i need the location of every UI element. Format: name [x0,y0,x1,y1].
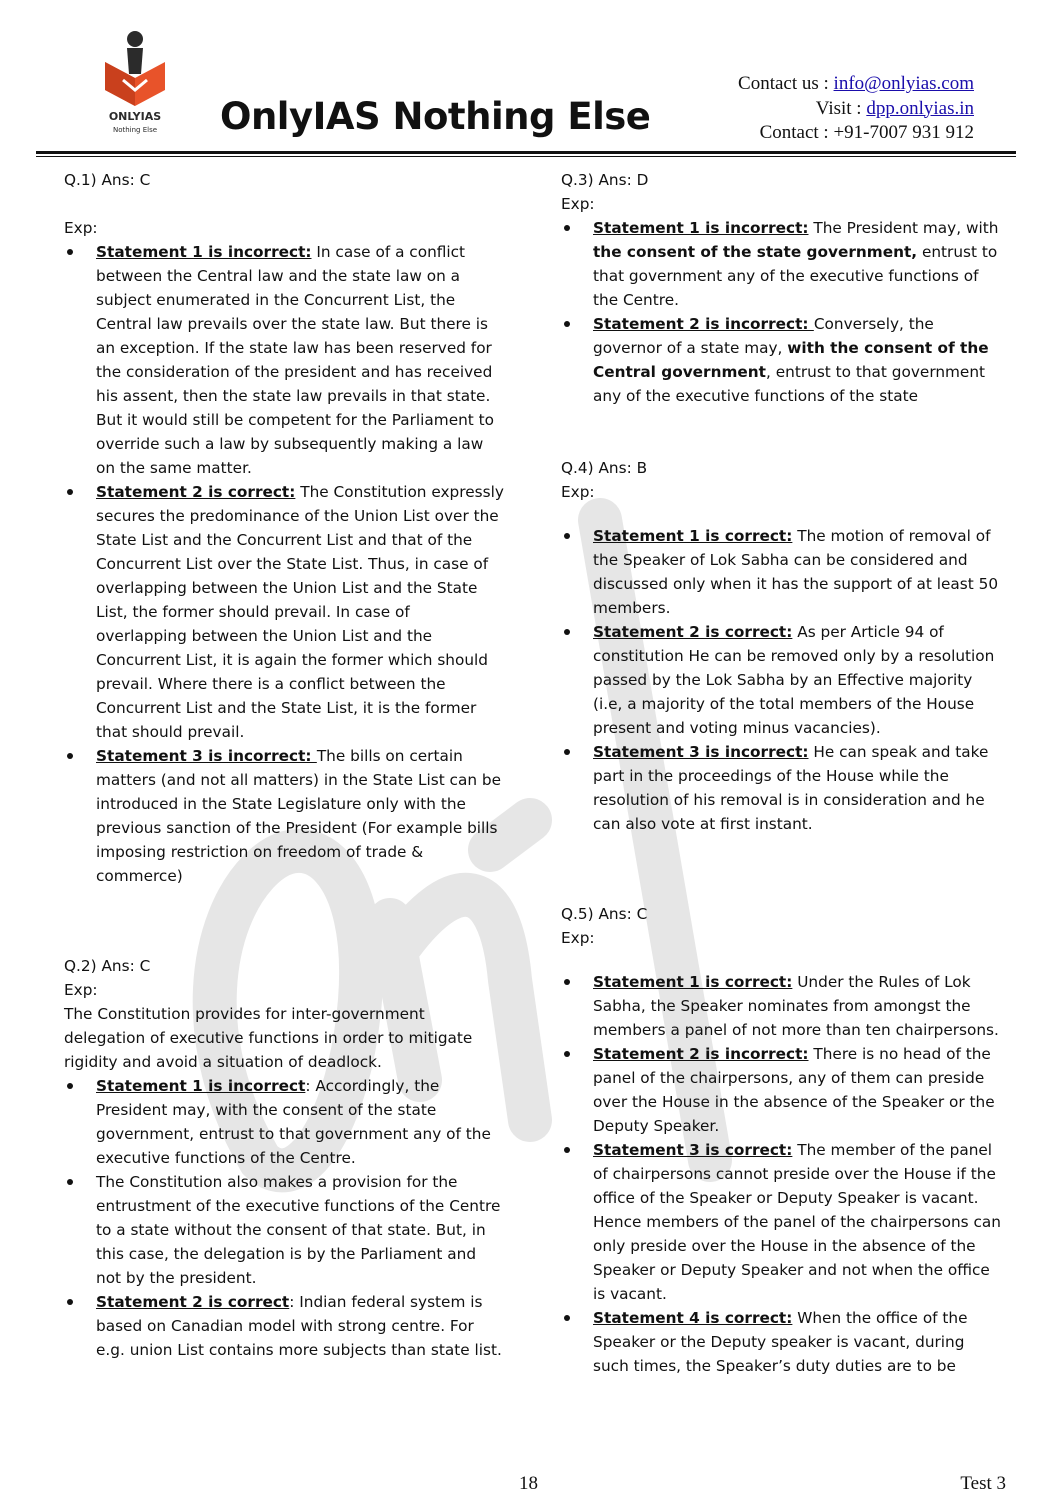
q5-heading: Q.5) Ans: C [561,905,648,923]
q4-heading: Q.4) Ans: B [561,459,648,477]
test-label: Test 3 [960,1473,1006,1494]
q2-exp-label: Exp: [64,981,98,999]
q4-exp-label: Exp: [561,483,595,501]
q2-heading: Q.2) Ans: C [64,957,151,975]
right-column [561,168,1001,1378]
q1-exp-label: Exp: [64,219,98,237]
list-item: Statement 3 is incorrect: The bills on certain matters (and not all matters) in the State List can be introduced in the State Legislature only with the previous sanction of the President (For example bills imposing restriction on freedom of trade & commerce) [64,744,504,888]
list-item: Statement 2 is incorrect: Conversely, the governor of a state may, with the consent of the Central government, entrust to that government any of the executive functions of the state [561,312,1001,408]
brand-title: OnlyIAS Nothing Else [220,95,651,138]
visit-line: Visit : dpp.onlyias.in [815,97,974,119]
list-item: Statement 2 is incorrect: There is no head of the panel of the chairpersons, any of them can preside over the House in the absence of the Speaker or the Deputy Speaker. [561,1042,1001,1138]
list-item: Statement 3 is incorrect: He can speak and take part in the proceedings of the House while the resolution of his removal is in consideration and he can also vote at first instant. [561,740,1001,836]
q3-exp-label: Exp: [561,195,595,213]
list-item: Statement 1 is incorrect: In case of a conflict between the Central law and the state law on a subject enumerated in the Concurrent List, the Central law prevails over the state law. But there is an exception. If the state law has been reserved for the consideration of the president and has received his assent, then the state law prevails in that state. But it would still be competent for the Parliament to override such a law by subsequently making a law on the same matter. [64,240,504,480]
list-item: Statement 2 is correct: As per Article 94 of constitution He can be removed only by a resolution passed by the Lok Sabha by an Effective majority (i.e, a majority of the total members of the House present and voting minus vacancies). [561,620,1001,740]
email-link[interactable]: info@onlyias.com [833,73,974,94]
header-rule-thin [36,156,1016,157]
q5-list [561,970,1001,1378]
left-column [64,168,504,1362]
list-item: Statement 1 is incorrect: The President may, with the consent of the state government, entrust to that government any of the executive functions of the Centre. [561,216,1001,312]
list-item: The Constitution also makes a provision for the entrustment of the executive functions of the Centre to a state without the consent of that state. But, in this case, the delegation is by the Parliament and not by the president. [64,1170,504,1290]
onlyias-logo [92,28,178,140]
q4-list [561,524,1001,836]
svg-text:Nothing Else: Nothing Else [112,126,158,134]
q2-intro: The Constitution provides for inter-government delegation of executive functions in order to mitigate rigidity and avoid a situation of deadlock. [64,1005,473,1071]
website-link[interactable]: dpp.onlyias.in [866,97,974,119]
q3-list [561,216,1001,408]
q2-list [64,1074,504,1362]
list-item: Statement 1 is incorrect: Accordingly, the President may, with the consent of the state government, entrust to that government any of the executive functions of the Centre. [64,1074,504,1170]
q5-exp-label: Exp: [561,929,595,947]
q1-list [64,240,504,888]
phone-line: Contact : +91-7007 931 912 [759,122,974,143]
header-rule [36,151,1016,154]
list-item: Statement 1 is correct: The motion of removal of the Speaker of Lok Sabha can be considered and discussed only when it has the support of at least 50 members. [561,524,1001,620]
list-item: Statement 2 is correct: The Constitution expressly secures the predominance of the Union List over the State List and the Concurrent List and that of the Concurrent List over the State List. Thus, in case of overlapping between the Union List and the State List, the former should prevail. In case of overlapping between the Union List and the Concurrent List, it is again the former which should prevail. Where there is a conflict between the Concurrent List and the State List, it is the former that should prevail. [64,480,504,744]
page-number: 18 [519,1473,538,1494]
list-item: Statement 4 is correct: When the office of the Speaker or the Deputy speaker is vacant, during such times, the Speaker’s duty duties are to be [561,1306,1001,1378]
list-item: Statement 3 is correct: The member of the panel of chairpersons cannot preside over the House if the office of the Speaker or Deputy Speaker is vacant. Hence members of the panel of the chairpersons can only preside over the House in the absence of the Speaker or Deputy Speaker and not when the office is vacant. [561,1138,1001,1306]
q3-heading: Q.3) Ans: D [561,171,649,189]
list-item: Statement 2 is correct: Indian federal system is based on Canadian model with strong centre. For e.g. union List contains more subjects than state list. [64,1290,504,1362]
svg-text:ONLYIAS: ONLYIAS [108,110,162,123]
list-item: Statement 1 is correct: Under the Rules of Lok Sabha, the Speaker nominates from amongst the members a panel of not more than ten chairpersons. [561,970,1001,1042]
contact-block [738,72,974,146]
contact-email-line: Contact us : info@onlyias.com [738,73,974,94]
q1-heading: Q.1) Ans: C [64,171,151,189]
